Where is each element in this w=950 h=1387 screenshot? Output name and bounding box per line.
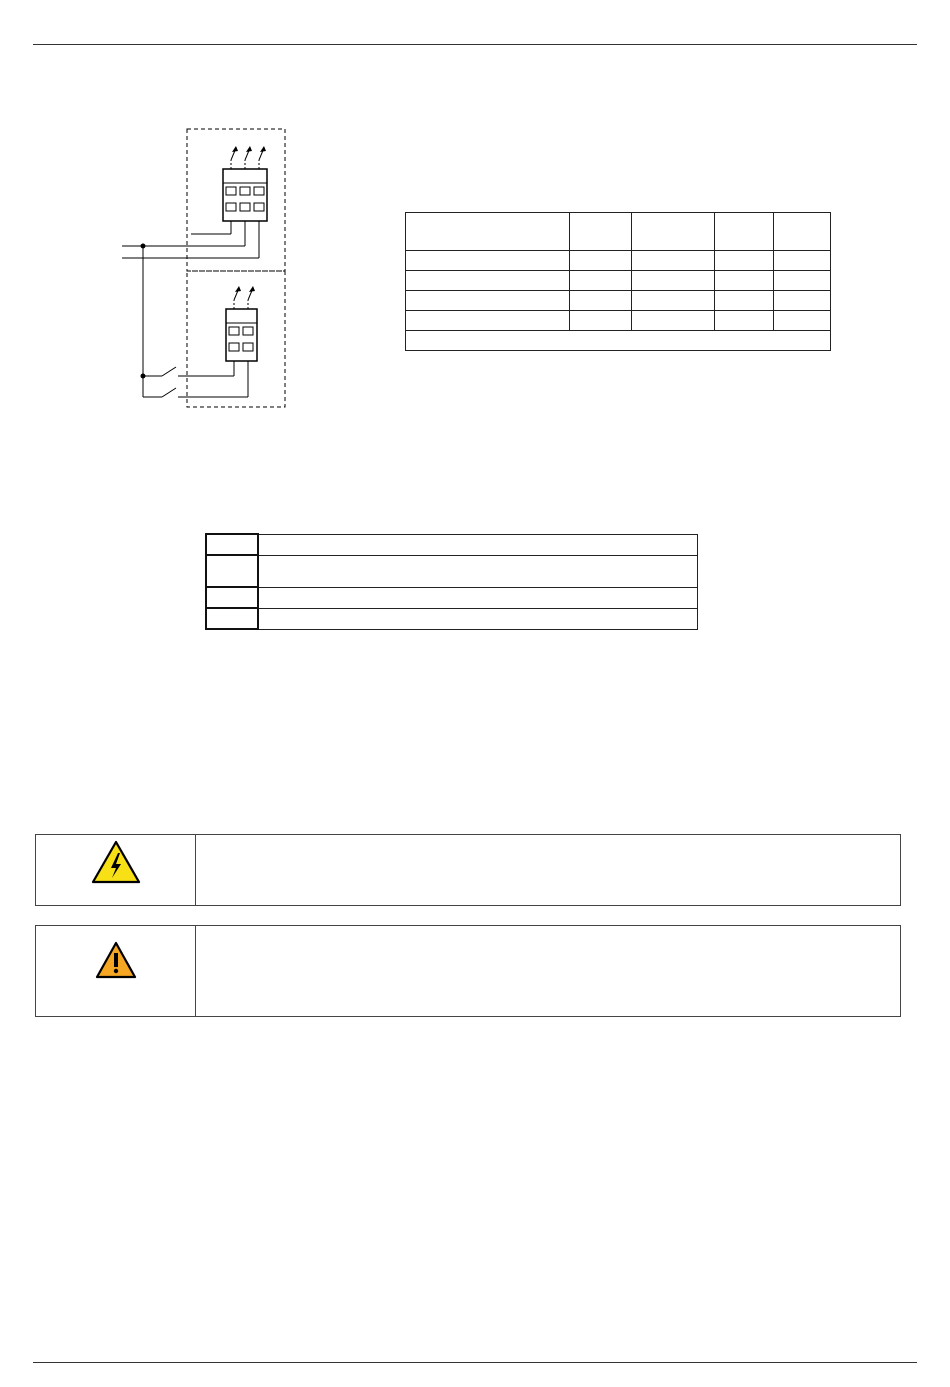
electric-hazard-icon bbox=[90, 839, 142, 885]
danger-notice bbox=[35, 834, 901, 906]
warning-notice bbox=[35, 925, 901, 1017]
table-row bbox=[406, 271, 831, 291]
legend-row bbox=[206, 555, 698, 587]
legend-row bbox=[206, 587, 698, 608]
table-row bbox=[406, 251, 831, 271]
spec-table bbox=[405, 212, 831, 351]
upper-terminal-block bbox=[223, 146, 267, 258]
footer-rule bbox=[33, 1362, 917, 1363]
legend-row bbox=[206, 608, 698, 629]
legend-table bbox=[205, 533, 698, 630]
header-rule bbox=[33, 44, 917, 45]
table-header-row bbox=[406, 213, 831, 251]
warning-exclamation-icon bbox=[94, 940, 138, 980]
table-footer-row bbox=[406, 331, 831, 351]
table-row bbox=[406, 291, 831, 311]
warning-notice-text bbox=[196, 926, 900, 1016]
wiring-diagram bbox=[100, 120, 300, 420]
legend-row bbox=[206, 534, 698, 555]
danger-notice-text bbox=[196, 835, 900, 905]
table-row bbox=[406, 311, 831, 331]
lower-terminal-block bbox=[226, 286, 257, 397]
